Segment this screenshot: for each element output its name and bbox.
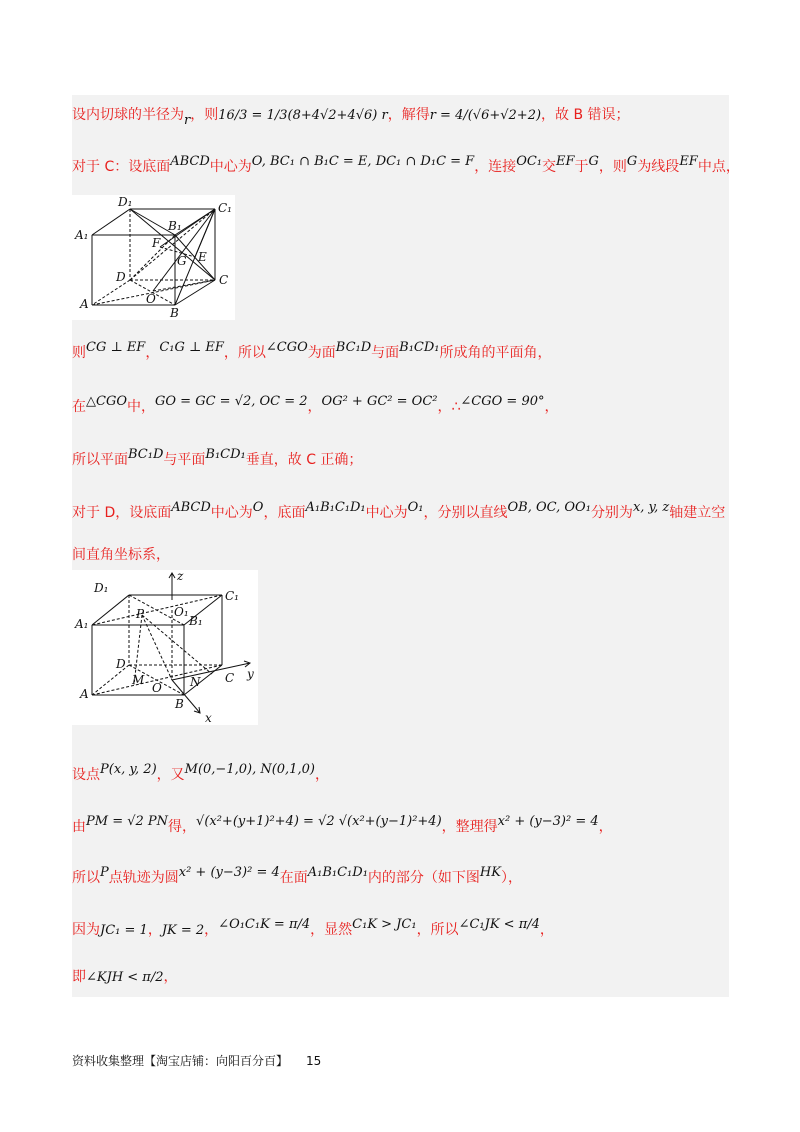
math: JC₁ = 1 xyxy=(100,923,148,938)
math: P(x, y, 2) xyxy=(100,762,157,777)
vertex-label: B xyxy=(170,306,179,320)
text: 中心为 xyxy=(209,159,252,175)
math: P xyxy=(100,865,109,880)
math: x² + (y−3)² = 4 xyxy=(178,865,280,880)
vertex-label: N xyxy=(190,675,201,689)
text: 则 xyxy=(72,345,86,361)
text: 垂直，故 C 正确； xyxy=(245,452,363,468)
vertex-label: A₁ xyxy=(75,617,89,631)
text: 因为 xyxy=(72,922,100,938)
math: B₁CD₁ xyxy=(205,447,246,462)
text: 在 xyxy=(72,399,86,415)
text: ）， xyxy=(500,870,522,886)
vertex-label: B xyxy=(175,697,184,711)
text: ， xyxy=(163,969,178,985)
vertex-label: D₁ xyxy=(118,195,133,209)
text: 轴建立空 xyxy=(669,505,726,521)
text: 内的部分（如下图 xyxy=(367,870,480,886)
page-number: 15 xyxy=(306,1054,322,1068)
math: O xyxy=(252,500,264,515)
text: ，则 xyxy=(598,159,627,175)
vertex-label: A xyxy=(80,687,89,701)
vertex-label: E xyxy=(198,250,207,264)
vertex-label: F xyxy=(152,236,161,250)
math: O₁ xyxy=(407,500,424,515)
text: 为线段 xyxy=(637,159,680,175)
math: G xyxy=(588,154,599,169)
math: ∠CGO xyxy=(265,340,308,355)
math: r = 4/(√6+√2+2) xyxy=(429,108,542,123)
solution-line-7 xyxy=(72,545,170,565)
text: ，又 xyxy=(156,767,185,783)
vertex-label: D xyxy=(116,657,126,671)
vertex-label: O xyxy=(146,292,156,306)
text: 中， xyxy=(127,399,155,415)
text: ，解得 xyxy=(387,107,430,123)
footer-source: 资料收集整理【淘宝店铺：向阳百分百】 xyxy=(72,1054,289,1068)
text: ，则 xyxy=(190,107,219,123)
vertex-label: P xyxy=(136,607,145,621)
text: ， xyxy=(307,399,322,415)
text: 中心为 xyxy=(210,505,253,521)
text: 与面 xyxy=(371,345,400,361)
text: ， xyxy=(204,922,219,938)
text: ，所以 xyxy=(223,345,266,361)
text: 设点 xyxy=(72,767,100,783)
math: OC₁ xyxy=(516,154,543,169)
vertex-label: C xyxy=(225,671,235,685)
text: ，故 B 错误； xyxy=(541,107,630,123)
text: 与平面 xyxy=(163,452,206,468)
text: 得， xyxy=(168,819,197,835)
text: 对于 C：设底面 xyxy=(72,159,171,175)
math: ∠CGO = 90° xyxy=(460,394,545,409)
math: ∠KJH < π/2 xyxy=(86,970,164,985)
vertex-label: B₁ xyxy=(189,614,203,628)
math: O, BC₁ ∩ B₁C = E, DC₁ ∩ D₁C = F xyxy=(251,154,475,169)
text: ，显然 xyxy=(310,922,353,938)
vertex-label: C xyxy=(219,273,229,287)
solution-line-5 xyxy=(72,447,363,471)
axis-label: z xyxy=(177,570,184,583)
text: ， xyxy=(544,399,559,415)
math: C₁K > JC₁ xyxy=(352,917,417,932)
text: ， xyxy=(539,922,554,938)
text: ，整理得 xyxy=(441,819,498,835)
vertex-label: A xyxy=(80,297,89,311)
math: M(0,−1,0), N(0,1,0) xyxy=(184,762,315,777)
solution-line-3 xyxy=(72,340,552,364)
solution-line-9 xyxy=(72,814,613,838)
text: ， xyxy=(147,922,162,938)
axis-label: y xyxy=(247,667,254,681)
solution-panel xyxy=(72,95,740,997)
text: 点轨迹为圆 xyxy=(108,870,179,886)
solution-line-10 xyxy=(72,865,522,889)
text: 交 xyxy=(542,159,557,175)
vertex-label: O₁ xyxy=(174,605,189,619)
math: GO = GC = √2, OC = 2 xyxy=(155,394,308,409)
math: ∠O₁C₁K = π/4 xyxy=(218,917,311,932)
math: CG ⊥ EF xyxy=(86,340,146,355)
vertex-label: D₁ xyxy=(94,581,109,595)
text: ， xyxy=(598,819,613,835)
math: HK xyxy=(479,865,501,880)
text: 所成角的平面角， xyxy=(439,345,552,361)
math: EF xyxy=(556,154,575,169)
text: ，底面 xyxy=(263,505,306,521)
cube-figure-2 xyxy=(72,570,258,725)
math: BC₁D xyxy=(128,447,164,462)
solution-line-12 xyxy=(72,967,178,988)
text: 对于 D，设底面 xyxy=(72,505,172,521)
math: ∠C₁JK < π/4 xyxy=(458,917,540,932)
solution-line-2 xyxy=(72,154,740,178)
text: 中点， xyxy=(697,159,740,175)
text: 分别为 xyxy=(590,505,633,521)
math: ABCD xyxy=(170,154,210,169)
vertex-label: B₁ xyxy=(168,219,182,233)
math: B₁CD₁ xyxy=(399,340,440,355)
text: 间直角坐标系， xyxy=(72,547,170,563)
axis-label: x xyxy=(205,711,212,725)
math: OB, OC, OO₁ xyxy=(507,500,591,515)
solution-line-1 xyxy=(72,105,630,126)
math: △CGO xyxy=(86,394,127,409)
text: ，所以 xyxy=(416,922,459,938)
math: A₁B₁C₁D₁ xyxy=(307,865,368,880)
text: 于 xyxy=(574,159,589,175)
vertex-label: G xyxy=(177,254,187,268)
text: 设内切球的半径为 xyxy=(72,107,184,123)
text: 即 xyxy=(72,969,86,985)
math: x² + (y−3)² = 4 xyxy=(497,814,599,829)
text: 所以 xyxy=(72,870,100,886)
text: 由 xyxy=(72,819,86,835)
math: PM = √2 PN xyxy=(86,814,169,829)
text: ， xyxy=(314,767,329,783)
math: r xyxy=(184,113,191,128)
vertex-label: M xyxy=(132,673,145,687)
math: BC₁D xyxy=(335,340,372,355)
text: 所以平面 xyxy=(72,452,128,468)
vertex-label: O xyxy=(152,681,162,695)
vertex-label: C₁ xyxy=(218,201,232,215)
math: G xyxy=(626,154,638,169)
math: 16/3 = 1/3(8+4√2+4√6) r xyxy=(218,108,388,123)
vertex-label: A₁ xyxy=(75,228,89,242)
vertex-label: C₁ xyxy=(225,589,239,603)
math: √(x²+(y+1)²+4) = √2 √(x²+(y−1)²+4) xyxy=(196,814,442,829)
vertex-label: D xyxy=(116,270,126,284)
page-footer xyxy=(72,1052,321,1069)
math: JK = 2 xyxy=(161,923,205,938)
solution-line-11 xyxy=(72,917,554,941)
solution-line-4 xyxy=(72,394,559,418)
text: 中心为 xyxy=(365,505,408,521)
math: x, y, z xyxy=(632,500,670,515)
math: EF xyxy=(679,154,698,169)
text: ，分别以直线 xyxy=(423,505,508,521)
text: ，连接 xyxy=(474,159,517,175)
text: 在面 xyxy=(279,870,308,886)
math: A₁B₁C₁D₁ xyxy=(305,500,366,515)
solution-line-6 xyxy=(72,500,726,524)
cube-figure-1 xyxy=(72,195,235,320)
math: OG² + GC² = OC² xyxy=(321,394,438,409)
text: ， xyxy=(145,345,160,361)
math: C₁G ⊥ EF xyxy=(159,340,224,355)
math: ABCD xyxy=(171,500,211,515)
solution-line-8 xyxy=(72,762,329,786)
text: 为面 xyxy=(307,345,336,361)
text: ，∴ xyxy=(437,399,461,415)
